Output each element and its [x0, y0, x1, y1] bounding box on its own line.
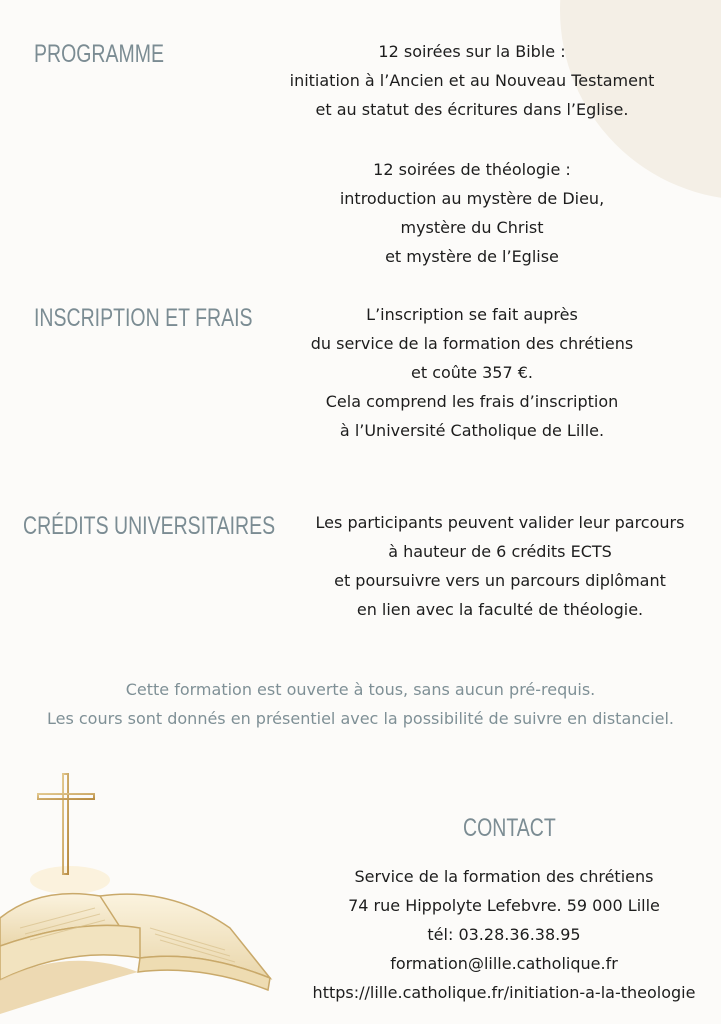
text-line: du service de la formation des chrétiens — [310, 334, 634, 353]
text-line: 12 soirées de théologie : — [373, 160, 571, 179]
bible-with-cross-icon — [0, 768, 290, 1024]
text-line: et mystère de l’Eglise — [385, 247, 559, 266]
text-line: Les participants peuvent valider leur parcours — [315, 513, 685, 532]
contact-heading: CONTACT — [463, 814, 556, 842]
text-line: et au statut des écritures dans l’Eglise. — [315, 100, 629, 119]
text-line: introduction au mystère de Dieu, — [339, 189, 605, 208]
programme-heading: PROGRAMME — [34, 40, 165, 68]
text-line: mystère du Christ — [400, 218, 544, 237]
text-line: et coûte 357 €. — [410, 363, 534, 382]
programme-bible-text — [262, 37, 682, 124]
inscription-heading: INSCRIPTION ET FRAIS — [34, 304, 253, 332]
text-line: en lien avec la faculté de théologie. — [356, 600, 644, 619]
contact-url[interactable]: https://lille.catholique.fr/initiation-a-la-theologie — [312, 983, 696, 1002]
inscription-text — [262, 300, 682, 445]
text-line: Cette formation est ouverte à tous, sans aucun pré-requis. — [125, 680, 596, 699]
text-line: et poursuivre vers un parcours diplômant — [334, 571, 666, 590]
contact-email[interactable]: formation@lille.catholique.fr — [390, 954, 618, 973]
programme-theologie-text — [262, 155, 682, 271]
contact-details — [289, 862, 719, 1007]
credits-text — [290, 508, 710, 624]
text-line: L’inscription se fait auprès — [366, 305, 578, 324]
open-to-all-note — [0, 675, 721, 733]
text-line: à hauteur de 6 crédits ECTS — [388, 542, 612, 561]
credits-heading: CRÉDITS UNIVERSITAIRES — [23, 512, 276, 540]
text-line: 12 soirées sur la Bible : — [378, 42, 566, 61]
text-line: Les cours sont donnés en présentiel avec la possibilité de suivre en distanciel. — [46, 709, 675, 728]
text-line: Cela comprend les frais d’inscription — [325, 392, 619, 411]
text-line: à l’Université Catholique de Lille. — [339, 421, 605, 440]
text-line: initiation à l’Ancien et au Nouveau Testament — [289, 71, 655, 90]
contact-service: Service de la formation des chrétiens — [354, 867, 654, 886]
contact-address: 74 rue Hippolyte Lefebvre. 59 000 Lille — [348, 896, 660, 915]
contact-phone[interactable]: tél: 03.28.36.38.95 — [427, 925, 581, 944]
